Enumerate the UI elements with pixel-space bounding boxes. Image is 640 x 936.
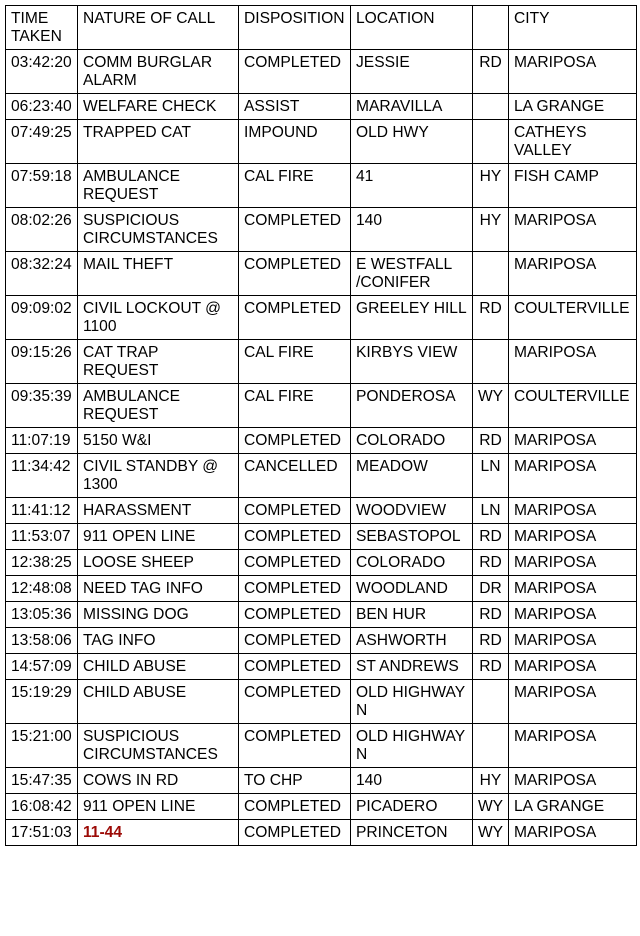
table-row [6, 384, 637, 428]
table-row [6, 208, 637, 252]
cell-nature-of-call: TRAPPED CAT [78, 120, 239, 164]
cell-time-taken: 09:35:39 [6, 384, 78, 428]
cell-disposition: IMPOUND [239, 120, 351, 164]
table-row [6, 628, 637, 654]
cell-nature-of-call: 911 OPEN LINE [78, 794, 239, 820]
cell-location: PONDEROSA [351, 384, 473, 428]
cell-time-taken: 15:47:35 [6, 768, 78, 794]
cell-location: ST ANDREWS [351, 654, 473, 680]
cell-nature-of-call: 5150 W&I [78, 428, 239, 454]
cell-location: 140 [351, 208, 473, 252]
table-row [6, 454, 637, 498]
cell-nature-of-call: COWS IN RD [78, 768, 239, 794]
cell-city: LA GRANGE [509, 794, 637, 820]
cell-city: MARIPOSA [509, 724, 637, 768]
cell-city: MARIPOSA [509, 602, 637, 628]
cell-city: COULTERVILLE [509, 384, 637, 428]
table-row [6, 120, 637, 164]
cell-disposition: ASSIST [239, 94, 351, 120]
cell-time-taken: 09:09:02 [6, 296, 78, 340]
cell-city: MARIPOSA [509, 208, 637, 252]
table-row [6, 428, 637, 454]
cell-disposition: COMPLETED [239, 724, 351, 768]
cell-street-suffix: RD [473, 296, 509, 340]
table-row [6, 340, 637, 384]
cell-city: MARIPOSA [509, 524, 637, 550]
table-row [6, 524, 637, 550]
cell-city: MARIPOSA [509, 550, 637, 576]
cell-time-taken: 07:49:25 [6, 120, 78, 164]
cell-time-taken: 08:32:24 [6, 252, 78, 296]
cell-location: COLORADO [351, 550, 473, 576]
cell-street-suffix [473, 724, 509, 768]
cell-street-suffix: LN [473, 498, 509, 524]
cell-street-suffix: WY [473, 794, 509, 820]
cell-city: MARIPOSA [509, 628, 637, 654]
cell-nature-of-call: CHILD ABUSE [78, 680, 239, 724]
cell-disposition: COMPLETED [239, 576, 351, 602]
cell-location: ASHWORTH [351, 628, 473, 654]
table-row [6, 252, 637, 296]
cell-street-suffix [473, 340, 509, 384]
cell-location: MARAVILLA [351, 94, 473, 120]
cell-city: FISH CAMP [509, 164, 637, 208]
cell-location: WOODLAND [351, 576, 473, 602]
cell-city: MARIPOSA [509, 680, 637, 724]
cell-time-taken: 07:59:18 [6, 164, 78, 208]
cell-nature-of-call: AMBULANCE REQUEST [78, 164, 239, 208]
cell-location: GREELEY HILL [351, 296, 473, 340]
cell-city: CATHEYS VALLEY [509, 120, 637, 164]
cell-nature-of-call: HARASSMENT [78, 498, 239, 524]
cell-city: MARIPOSA [509, 454, 637, 498]
cell-nature-of-call: CHILD ABUSE [78, 654, 239, 680]
cell-disposition: CAL FIRE [239, 340, 351, 384]
cell-disposition: COMPLETED [239, 498, 351, 524]
cell-time-taken: 11:34:42 [6, 454, 78, 498]
cell-street-suffix: WY [473, 820, 509, 846]
cell-nature-of-call: COMM BURGLAR ALARM [78, 50, 239, 94]
cell-nature-of-call: 11-44 [78, 820, 239, 846]
call-log-table [5, 5, 637, 846]
cell-street-suffix [473, 120, 509, 164]
table-row [6, 550, 637, 576]
table-row [6, 724, 637, 768]
header-disposition: DISPOSITION [239, 6, 351, 50]
cell-location: 140 [351, 768, 473, 794]
cell-disposition: COMPLETED [239, 820, 351, 846]
cell-time-taken: 09:15:26 [6, 340, 78, 384]
cell-time-taken: 13:05:36 [6, 602, 78, 628]
cell-nature-of-call: SUSPICIOUS CIRCUMSTANCES [78, 208, 239, 252]
cell-disposition: COMPLETED [239, 296, 351, 340]
cell-city: MARIPOSA [509, 576, 637, 602]
cell-disposition: TO CHP [239, 768, 351, 794]
cell-disposition: COMPLETED [239, 680, 351, 724]
cell-street-suffix: RD [473, 654, 509, 680]
table-row [6, 94, 637, 120]
cell-city: COULTERVILLE [509, 296, 637, 340]
cell-nature-of-call: TAG INFO [78, 628, 239, 654]
cell-location: MEADOW [351, 454, 473, 498]
cell-location: WOODVIEW [351, 498, 473, 524]
cell-disposition: COMPLETED [239, 628, 351, 654]
cell-time-taken: 11:07:19 [6, 428, 78, 454]
cell-location: SEBASTOPOL [351, 524, 473, 550]
table-row [6, 296, 637, 340]
cell-street-suffix: RD [473, 524, 509, 550]
cell-nature-of-call: AMBULANCE REQUEST [78, 384, 239, 428]
cell-street-suffix: WY [473, 384, 509, 428]
cell-location: E WESTFALL /CONIFER [351, 252, 473, 296]
cell-disposition: COMPLETED [239, 654, 351, 680]
cell-nature-of-call: CIVIL STANDBY @ 1300 [78, 454, 239, 498]
cell-time-taken: 06:23:40 [6, 94, 78, 120]
cell-location: PICADERO [351, 794, 473, 820]
table-row [6, 498, 637, 524]
cell-street-suffix: RD [473, 628, 509, 654]
cell-street-suffix: DR [473, 576, 509, 602]
cell-disposition: CAL FIRE [239, 164, 351, 208]
cell-street-suffix [473, 252, 509, 296]
cell-city: MARIPOSA [509, 498, 637, 524]
cell-street-suffix: HY [473, 164, 509, 208]
cell-time-taken: 14:57:09 [6, 654, 78, 680]
cell-street-suffix: LN [473, 454, 509, 498]
cell-time-taken: 15:21:00 [6, 724, 78, 768]
cell-city: MARIPOSA [509, 252, 637, 296]
cell-time-taken: 11:41:12 [6, 498, 78, 524]
cell-location: PRINCETON [351, 820, 473, 846]
cell-time-taken: 03:42:20 [6, 50, 78, 94]
cell-nature-of-call: SUSPICIOUS CIRCUMSTANCES [78, 724, 239, 768]
call-log [5, 5, 637, 846]
cell-nature-of-call: CIVIL LOCKOUT @ 1100 [78, 296, 239, 340]
cell-disposition: CAL FIRE [239, 384, 351, 428]
header-street-suffix [473, 6, 509, 50]
cell-location: KIRBYS VIEW [351, 340, 473, 384]
cell-street-suffix: RD [473, 428, 509, 454]
cell-disposition: COMPLETED [239, 794, 351, 820]
cell-disposition: COMPLETED [239, 252, 351, 296]
header-location: LOCATION [351, 6, 473, 50]
cell-street-suffix: RD [473, 550, 509, 576]
cell-nature-of-call: MISSING DOG [78, 602, 239, 628]
cell-city: MARIPOSA [509, 428, 637, 454]
cell-city: MARIPOSA [509, 654, 637, 680]
cell-time-taken: 12:38:25 [6, 550, 78, 576]
header-city: CITY [509, 6, 637, 50]
cell-nature-of-call: NEED TAG INFO [78, 576, 239, 602]
call-log-body [6, 6, 637, 846]
cell-time-taken: 16:08:42 [6, 794, 78, 820]
table-row [6, 680, 637, 724]
cell-street-suffix: RD [473, 602, 509, 628]
cell-disposition: COMPLETED [239, 50, 351, 94]
table-row [6, 794, 637, 820]
cell-street-suffix: HY [473, 208, 509, 252]
cell-city: MARIPOSA [509, 820, 637, 846]
cell-location: OLD HIGHWAY N [351, 680, 473, 724]
cell-disposition: COMPLETED [239, 550, 351, 576]
table-row [6, 820, 637, 846]
cell-location: OLD HWY [351, 120, 473, 164]
cell-time-taken: 15:19:29 [6, 680, 78, 724]
table-row [6, 768, 637, 794]
cell-location: JESSIE [351, 50, 473, 94]
cell-nature-of-call: 911 OPEN LINE [78, 524, 239, 550]
cell-disposition: COMPLETED [239, 602, 351, 628]
header-row [6, 6, 637, 50]
table-row [6, 602, 637, 628]
cell-city: MARIPOSA [509, 50, 637, 94]
cell-nature-of-call: MAIL THEFT [78, 252, 239, 296]
cell-disposition: COMPLETED [239, 208, 351, 252]
cell-time-taken: 11:53:07 [6, 524, 78, 550]
cell-time-taken: 13:58:06 [6, 628, 78, 654]
cell-city: MARIPOSA [509, 768, 637, 794]
cell-location: 41 [351, 164, 473, 208]
cell-city: MARIPOSA [509, 340, 637, 384]
cell-nature-of-call: WELFARE CHECK [78, 94, 239, 120]
table-row [6, 50, 637, 94]
cell-nature-of-call: LOOSE SHEEP [78, 550, 239, 576]
cell-time-taken: 12:48:08 [6, 576, 78, 602]
header-nature-of-call: NATURE OF CALL [78, 6, 239, 50]
cell-location: OLD HIGHWAY N [351, 724, 473, 768]
table-row [6, 164, 637, 208]
cell-time-taken: 17:51:03 [6, 820, 78, 846]
cell-location: BEN HUR [351, 602, 473, 628]
cell-disposition: COMPLETED [239, 428, 351, 454]
cell-disposition: COMPLETED [239, 524, 351, 550]
cell-time-taken: 08:02:26 [6, 208, 78, 252]
cell-street-suffix [473, 680, 509, 724]
cell-disposition: CANCELLED [239, 454, 351, 498]
table-row [6, 576, 637, 602]
cell-street-suffix [473, 94, 509, 120]
header-time-taken: TIME TAKEN [6, 6, 78, 50]
cell-location: COLORADO [351, 428, 473, 454]
table-row [6, 654, 637, 680]
cell-city: LA GRANGE [509, 94, 637, 120]
cell-nature-of-call: CAT TRAP REQUEST [78, 340, 239, 384]
cell-street-suffix: HY [473, 768, 509, 794]
cell-street-suffix: RD [473, 50, 509, 94]
